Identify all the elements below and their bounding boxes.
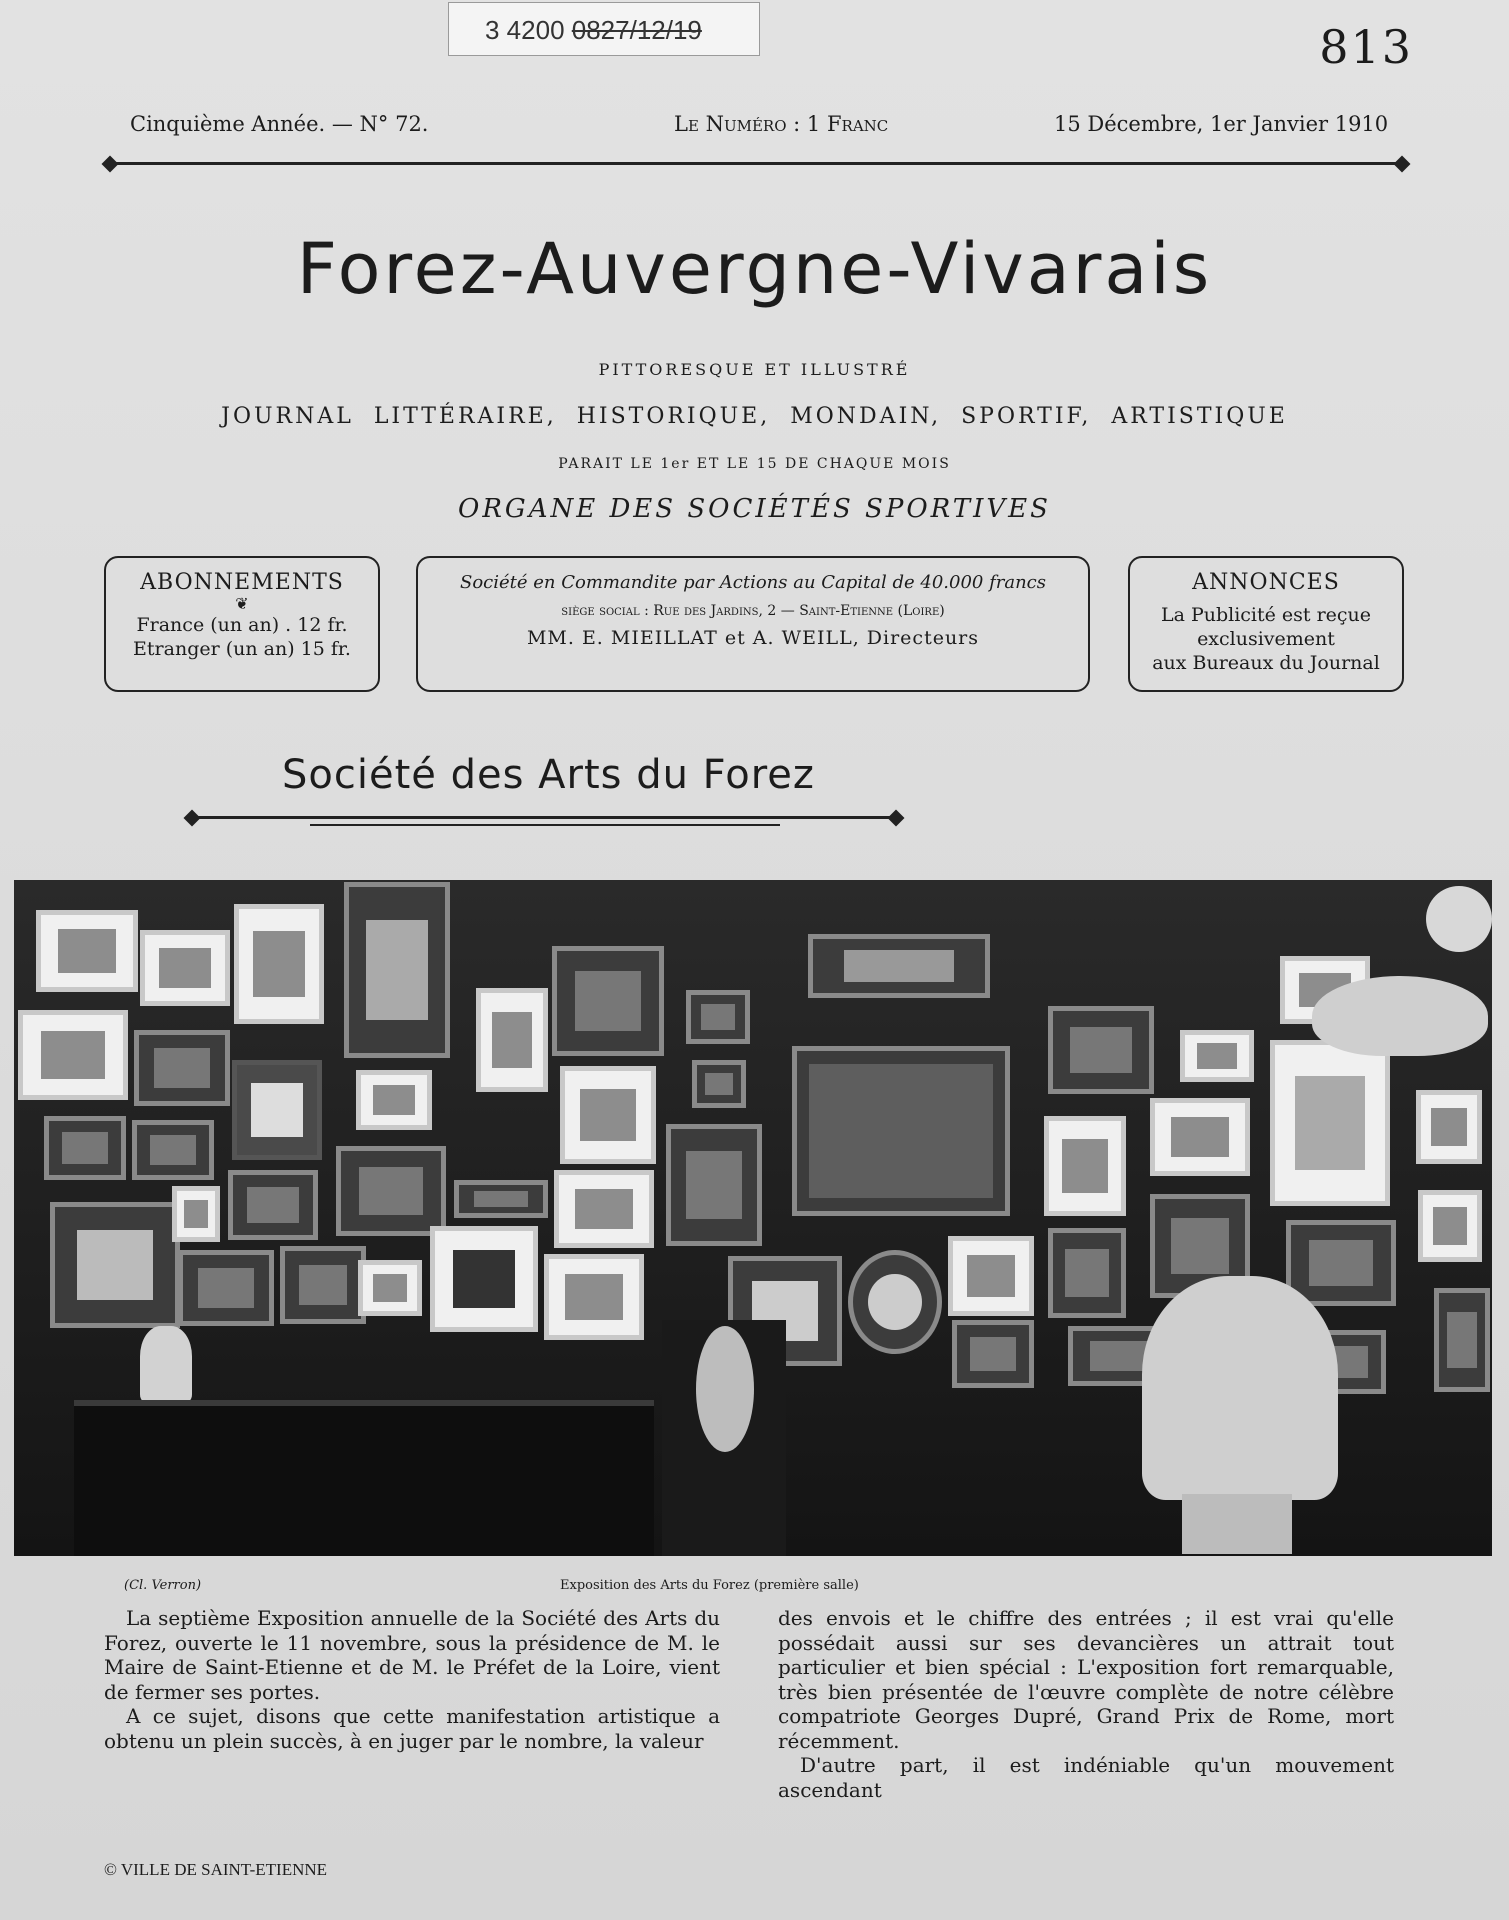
- painting-frame: [232, 1060, 322, 1160]
- company-address: siège social : Rue des Jardins, 2 — Saint-Etienne (Loire): [561, 603, 945, 619]
- subscription-abroad: Etranger (un an) 15 fr.: [133, 638, 351, 660]
- ads-title: ANNONCES: [1192, 570, 1340, 595]
- painting-frame: [544, 1254, 644, 1340]
- painting-frame: [554, 1170, 654, 1248]
- painting-frame: [476, 988, 548, 1092]
- painting-frame: [132, 1120, 214, 1180]
- ads-box: [1128, 556, 1404, 692]
- ads-line-3: aux Bureaux du Journal: [1152, 652, 1380, 674]
- painting-frame: [172, 1186, 220, 1242]
- painting-frame: [1416, 1090, 1482, 1164]
- article-column-2: [778, 1606, 1394, 1802]
- painting-frame: [178, 1250, 274, 1326]
- painting-frame: [234, 904, 324, 1024]
- company-directors: MM. E. MIEILLAT et A. WEILL, Directeurs: [526, 627, 980, 649]
- painting-frame: [1044, 1116, 1126, 1216]
- stamp-prefix: 3 4200: [485, 15, 572, 45]
- chandelier-globe: [1312, 976, 1488, 1056]
- painting-frame: [18, 1010, 128, 1100]
- archive-stamp: [448, 2, 760, 56]
- bust-pedestal: [1182, 1494, 1292, 1554]
- masthead-title: Forez-Auvergne-Vivarais: [296, 228, 1213, 310]
- copyright-notice: © VILLE DE SAINT-ETIENNE: [104, 1860, 328, 1879]
- painting-frame: [848, 1250, 942, 1354]
- masthead-subtitle: PITTORESQUE ET ILLUSTRÉ: [598, 360, 911, 379]
- issue-date: 15 Décembre, 1er Janvier 1910: [1054, 112, 1389, 136]
- issue-price-text: Le Numéro : 1 Franc: [674, 112, 889, 136]
- photo-credit: (Cl. Verron): [124, 1578, 202, 1593]
- painting-frame: [666, 1124, 762, 1246]
- fleuron-icon: ❦: [235, 594, 249, 613]
- painting-frame: [356, 1070, 432, 1130]
- painting-frame: [1180, 1030, 1254, 1082]
- painting-frame: [1418, 1190, 1482, 1262]
- painting-frame: [560, 1066, 656, 1164]
- painting-frame: [1434, 1288, 1490, 1392]
- article-title: Société des Arts du Forez: [282, 752, 815, 798]
- painting-frame: [430, 1226, 538, 1332]
- masthead-journal-line: JOURNAL LITTÉRAIRE, HISTORIQUE, MONDAIN, SPORTIF, ARTISTIQUE: [221, 404, 1288, 429]
- painting-frame: [1048, 1228, 1126, 1318]
- painting-frame: [134, 1030, 230, 1106]
- paragraph: des envois et le chiffre des entrées ; il est vrai qu'elle possédait aussi sur ses devancières un attrait tout particulier et bien spécial : L'exposition fort remarquable, très bien présentée de l'œuvre complète de notre célèbre compatriote Georges Dupré, Grand Prix de Rome, mort récemment.: [778, 1606, 1394, 1753]
- header-rule: [110, 162, 1402, 165]
- painting-frame: [1270, 1040, 1390, 1206]
- marble-bust: [1142, 1276, 1338, 1500]
- exhibition-photo: [14, 880, 1492, 1556]
- painting-frame: [1286, 1220, 1396, 1306]
- paragraph: La septième Exposition annuelle de la Société des Arts du Forez, ouverte le 11 novembre, sous la présidence de M. le Maire de Saint-Etienne et de M. le Préfet de la Loire, vient de fermer ses portes.: [104, 1606, 720, 1704]
- painting-frame: [686, 990, 750, 1044]
- ads-line-1: La Publicité est reçue: [1160, 604, 1372, 626]
- painting-frame: [44, 1116, 126, 1180]
- painting-frame: [280, 1246, 366, 1324]
- issue-price: [674, 112, 888, 136]
- painting-frame: [948, 1236, 1034, 1316]
- painting-frame: [1048, 1006, 1154, 1094]
- painting-frame: [140, 930, 230, 1006]
- display-case: [74, 1400, 654, 1556]
- title-rule-lower: [310, 824, 780, 826]
- title-rule: [192, 816, 896, 819]
- medallion-portrait: [696, 1326, 754, 1452]
- painting-frame: [36, 910, 138, 992]
- company-box: [416, 556, 1090, 692]
- painting-frame: [358, 1260, 422, 1316]
- painting-frame: [344, 882, 450, 1058]
- subscriptions-box: [104, 556, 380, 692]
- painting-frame: [454, 1180, 548, 1218]
- painting-frame: [50, 1202, 180, 1328]
- chandelier-globe: [1426, 886, 1492, 952]
- ads-line-2: exclusivement: [1197, 628, 1335, 650]
- article-column-1: [104, 1606, 720, 1753]
- painting-frame: [552, 946, 664, 1056]
- painting-frame: [952, 1320, 1034, 1388]
- photo-caption: Exposition des Arts du Forez (première salle): [560, 1578, 859, 1593]
- painting-frame: [1150, 1098, 1250, 1176]
- masthead-organ: ORGANE DES SOCIÉTÉS SPORTIVES: [458, 494, 1051, 524]
- painting-frame: [792, 1046, 1010, 1216]
- issue-number: Cinquième Année. — N° 72.: [130, 112, 429, 136]
- company-capital: Société en Commandite par Actions au Capital de 40.000 francs: [459, 572, 1046, 593]
- sculpture-head: [140, 1326, 192, 1402]
- painting-frame: [808, 934, 990, 998]
- subscription-france: France (un an) . 12 fr.: [136, 614, 348, 636]
- painting-frame: [336, 1146, 446, 1236]
- painting-frame: [692, 1060, 746, 1108]
- page-number: 813: [1319, 20, 1413, 74]
- paragraph: A ce sujet, disons que cette manifestation artistique a obtenu un plein succès, à en juger par le nombre, la valeur: [104, 1704, 720, 1753]
- stamp-struck: 0827/12/19: [571, 15, 702, 45]
- masthead-frequency: PARAIT LE 1er ET LE 15 DE CHAQUE MOIS: [558, 456, 951, 472]
- subscriptions-title: ABONNEMENTS: [140, 570, 344, 595]
- paragraph: D'autre part, il est indéniable qu'un mouvement ascendant: [778, 1753, 1394, 1802]
- painting-frame: [228, 1170, 318, 1240]
